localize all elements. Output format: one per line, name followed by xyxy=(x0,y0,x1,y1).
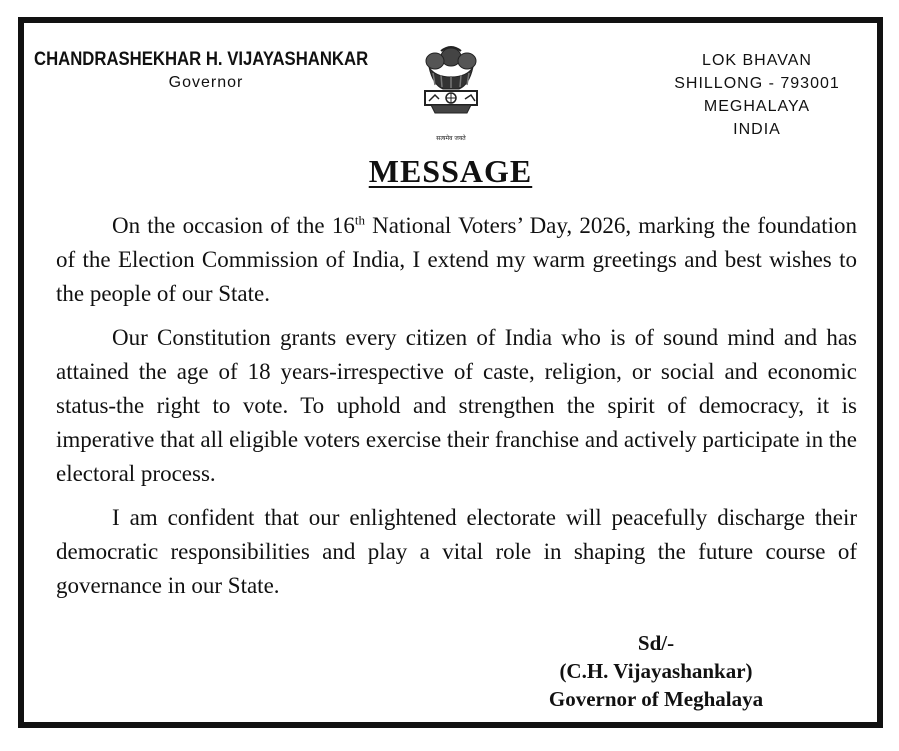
address-line-1: LOK BHAVAN xyxy=(702,52,812,69)
paragraph-2: Our Constitution grants every citizen of India who is of sound mind and has attained the age of 18 years-irrespective of caste, religion, or social and economic status-the right to vote. To uphold and strengthen the spirit of democracy, it is imperative that all eligible voters exercise their franchise and actively participate in the electoral process. xyxy=(56,325,857,486)
paragraph-3: I am confident that our enlightened electorate will peacefully discharge their democratic responsibilities and play a vital role in shaping the future course of governance in our State. xyxy=(56,505,857,598)
signatory-name: (C.H. Vijayashankar) xyxy=(559,659,753,683)
signature-block xyxy=(506,629,806,713)
state-emblem-icon xyxy=(411,43,491,142)
address-line-4: INDIA xyxy=(733,121,781,138)
paragraph-1-rest: National Voters’ Day, 2026, marking the foundation of the Election Commission of India, I extend my warm greetings and best wishes to the people of our State. xyxy=(56,213,857,306)
governor-designation: Governor xyxy=(168,74,244,91)
governor-name: CHANDRASHEKHAR H. VIJAYASHANKAR xyxy=(34,49,369,70)
ordinal-suffix: th xyxy=(354,212,365,228)
signature-sd: Sd/- xyxy=(637,631,675,655)
office-address xyxy=(667,49,847,141)
document-body xyxy=(36,35,865,710)
governor-header xyxy=(36,49,406,92)
message-body xyxy=(56,209,857,613)
signatory-designation: Governor of Meghalaya xyxy=(548,687,764,711)
document-border xyxy=(18,17,883,728)
address-line-3: MEGHALAYA xyxy=(703,98,811,115)
paragraph-1 xyxy=(56,209,857,311)
address-line-2: SHILLONG - 793001 xyxy=(674,75,840,92)
emblem-motto: सत्यमेव जयते xyxy=(436,135,466,142)
message-title: MESSAGE xyxy=(368,153,533,189)
paragraph-1-start: On the occasion of the 16 xyxy=(112,213,355,238)
message-heading xyxy=(36,153,865,190)
